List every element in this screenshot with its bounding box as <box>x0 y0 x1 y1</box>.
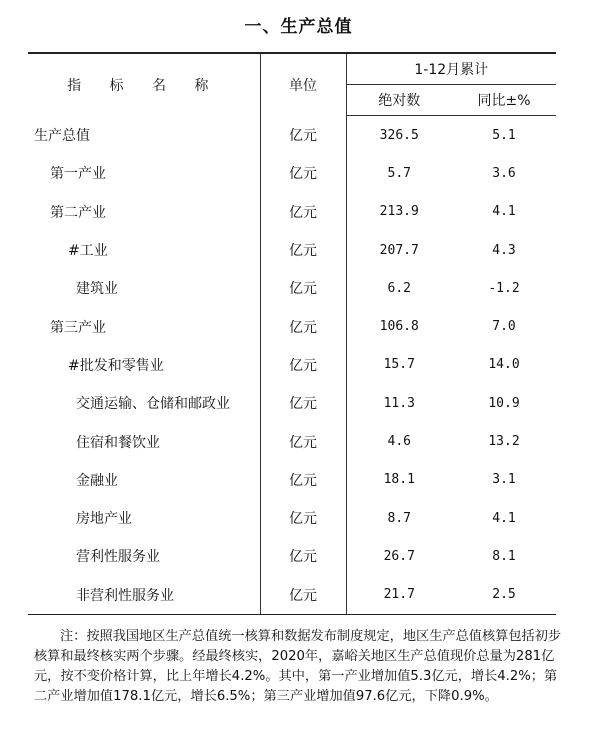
gdp-table <box>28 52 556 615</box>
row-value: 106.8 <box>379 319 419 335</box>
header-absolute: 绝对数 <box>346 85 452 116</box>
table-row <box>28 499 556 537</box>
table-row <box>28 537 556 575</box>
header-yoy: 同比±% <box>452 85 556 116</box>
row-yoy: 3.1 <box>492 472 516 488</box>
row-name: #批发和零售业 <box>28 346 260 384</box>
table-row <box>28 461 556 499</box>
row-unit: 亿元 <box>260 422 346 460</box>
row-value: 8.7 <box>387 510 411 526</box>
header-cumulative: 1-12月累计 <box>346 53 556 85</box>
row-yoy: 13.2 <box>488 434 520 450</box>
header-indicator-name: 指 标 名 称 <box>28 53 260 116</box>
header-unit: 单位 <box>260 53 346 116</box>
row-yoy: 5.1 <box>492 127 516 143</box>
row-name: #工业 <box>28 231 260 269</box>
table-row <box>28 307 556 345</box>
row-yoy: 2.5 <box>452 576 556 615</box>
row-value: 4.6 <box>387 434 411 450</box>
row-name: 非营利性服务业 <box>28 576 260 615</box>
row-value: 207.7 <box>379 242 419 258</box>
row-unit: 亿元 <box>260 346 346 384</box>
row-value: 26.7 <box>383 548 415 564</box>
page-title: 一、生产总值 <box>244 17 353 37</box>
row-name: 住宿和餐饮业 <box>28 422 260 460</box>
row-value: 5.7 <box>387 165 411 181</box>
table-row <box>28 346 556 384</box>
row-name: 第三产业 <box>28 307 260 345</box>
row-value: 11.3 <box>383 395 415 411</box>
row-yoy: 7.0 <box>492 319 516 335</box>
table-body <box>28 116 556 615</box>
table-row <box>28 231 556 269</box>
row-name: 金融业 <box>28 461 260 499</box>
row-value: 213.9 <box>379 204 419 220</box>
row-unit: 亿元 <box>260 116 346 155</box>
table-row <box>28 193 556 231</box>
row-value: 326.5 <box>379 127 419 143</box>
table-row <box>28 154 556 192</box>
row-yoy: 14.0 <box>488 357 520 373</box>
row-yoy: 4.3 <box>492 242 516 258</box>
row-yoy: 3.6 <box>492 165 516 181</box>
row-unit: 亿元 <box>260 154 346 192</box>
row-yoy: 4.1 <box>492 510 516 526</box>
row-value: 6.2 <box>387 280 411 296</box>
row-value: 18.1 <box>383 472 415 488</box>
row-name: 建筑业 <box>28 269 260 307</box>
row-value: 15.7 <box>383 357 415 373</box>
row-unit: 亿元 <box>260 576 346 615</box>
row-value: 21.7 <box>346 576 452 615</box>
row-unit: 亿元 <box>260 269 346 307</box>
row-unit: 亿元 <box>260 193 346 231</box>
table-row <box>28 576 556 615</box>
row-unit: 亿元 <box>260 307 346 345</box>
row-yoy: 8.1 <box>492 548 516 564</box>
row-unit: 亿元 <box>260 499 346 537</box>
row-name: 营利性服务业 <box>28 537 260 575</box>
row-name: 房地产业 <box>28 499 260 537</box>
row-unit: 亿元 <box>260 384 346 422</box>
row-unit: 亿元 <box>260 231 346 269</box>
row-unit: 亿元 <box>260 537 346 575</box>
table-row <box>28 384 556 422</box>
row-name: 交通运输、仓储和邮政业 <box>28 384 260 422</box>
table-row <box>28 116 556 155</box>
row-yoy: 4.1 <box>492 204 516 220</box>
row-name: 第一产业 <box>28 154 260 192</box>
table-row <box>28 422 556 460</box>
table-row <box>28 269 556 307</box>
footnote: 注：按照我国地区生产总值统一核算和数据发布制度规定，地区生产总值核算包括初步核算和最终核实两个步骤。经最终核实，2020年，嘉峪关地区生产总值现价总量为281亿元，按不变价格计算，比上年增长4.2%。其中，第一产业增加值5.3亿元，增长4.2%；第二产业增加值178.1亿元，增长6.5%；第三产业增加值97.6亿元，下降0.9%。 <box>34 629 562 704</box>
row-yoy: 10.9 <box>488 395 520 411</box>
row-yoy: -1.2 <box>488 280 520 296</box>
row-name: 生产总值 <box>28 116 260 155</box>
row-unit: 亿元 <box>260 461 346 499</box>
row-name: 第二产业 <box>28 193 260 231</box>
